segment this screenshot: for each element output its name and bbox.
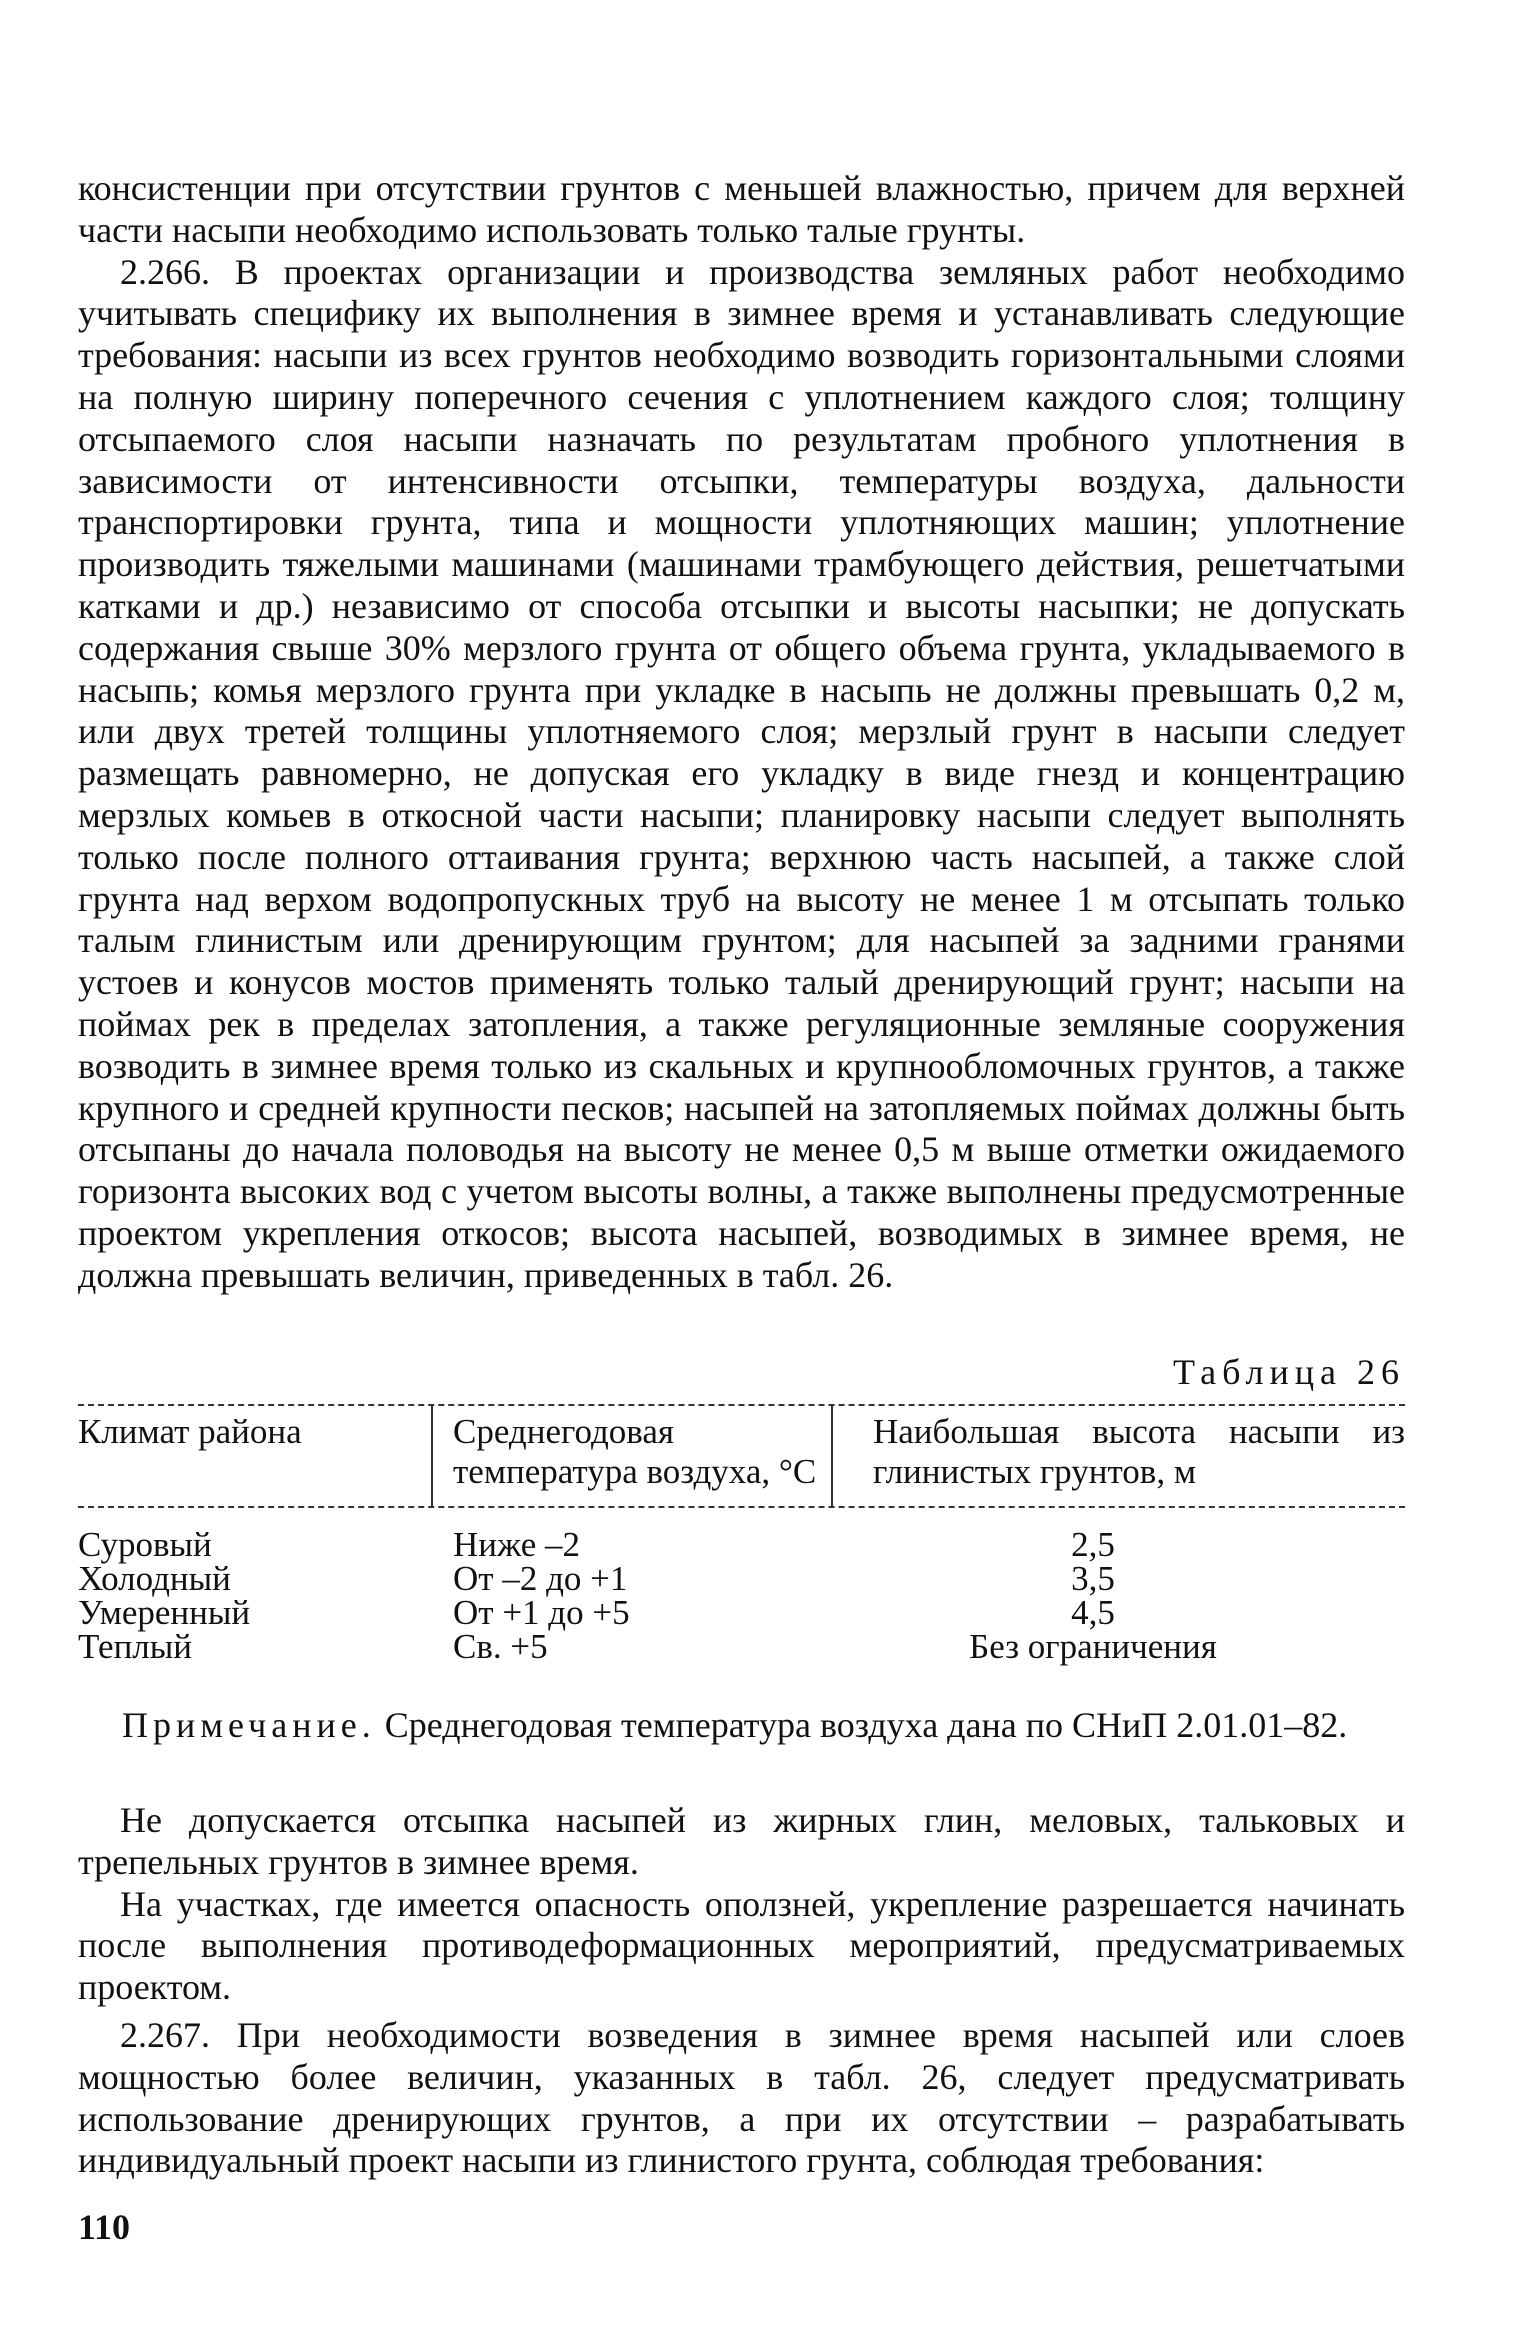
cell-height: 4,5 — [1071, 1593, 1115, 1632]
note-label: Примечание. — [122, 1705, 376, 1745]
cell-temperature: Ниже –2 — [453, 1525, 581, 1564]
header-height: Наибольшая высота насыпи из глинистых грунтов, м — [873, 1412, 1405, 1491]
table-row — [78, 1526, 1405, 1564]
cell-height: 3,5 — [1071, 1559, 1115, 1598]
paragraph-no-fat-clay: Не допускается отсыпка насыпей из жирных глин, меловых, тальковых и трепельных грунтов в зимнее время. — [78, 1800, 1405, 1882]
paragraph-2-267: 2.267. При необходимости возведения в зимнее время насыпей или слоев мощностью более величин, указанных в табл. 26, следует предусматривать использование дренирующих грунтов, а при их отсутствии – разрабатывать индивидуальный проект насыпи из глинистого грунта, соблюдая требования: — [78, 2014, 1405, 2181]
header-temperature: Среднегодовая температура воздуха, °С — [453, 1412, 817, 1491]
table-header-rule — [78, 1506, 1405, 1508]
cell-temperature: От +1 до +5 — [453, 1593, 630, 1632]
table-body — [78, 1526, 1405, 1696]
header-climate: Климат района — [78, 1412, 302, 1451]
top-text — [78, 168, 1405, 1297]
cell-height: Без ограничения — [969, 1627, 1217, 1666]
table-caption: Таблица 26 — [1173, 1352, 1405, 1392]
paragraph-landslides: На участках, где имеется опасность оползней, укрепление разрешается начинать после выполнения противодеформационных мероприятий, предусматриваемых проектом. — [78, 1883, 1405, 2008]
table-26 — [78, 1404, 1405, 1696]
table-row — [78, 1628, 1405, 1666]
bottom-text — [78, 1800, 1405, 2182]
header-divider-2 — [831, 1406, 833, 1506]
header-divider-1 — [431, 1406, 433, 1506]
cell-climate: Суровый — [78, 1525, 212, 1564]
paragraph-continuation: консистенции при отсутствии грунтов с меньшей влажностью, причем для верхней части насыпи необходимо использовать только талые грунты. — [78, 168, 1405, 250]
cell-temperature: От –2 до +1 — [453, 1559, 628, 1598]
cell-climate: Умеренный — [78, 1593, 251, 1632]
cell-climate: Теплый — [78, 1627, 193, 1666]
paragraph-2-266: 2.266. В проектах организации и производства земляных работ необходимо учитывать специфику их выполнения в зимнее время и устанавливать следующие требования: насыпи из всех грунтов необходимо возводить горизонтальными слоями на полную ширину поперечного сечения с уплотнением каждого слоя; толщину отсыпаемого слоя насыпи назначать по результатам пробного уплотнения в зависимости от интенсивности отсыпки, температуры воздуха, дальности транспортировки грунта, типа и мощности уплотняющих машин; уплотнение производить тяжелыми машинами (машинами трамбующего действия, решетчатыми катками и др.) независимо от способа отсыпки и высоты насыпки; не допускать содержания свыше 30% мерзлого грунта от общего объема грунта, укладываемого в насыпь; комья мерзлого грунта при укладке в насыпь не должны превышать 0,2 м, или двух третей толщины уплотняемого слоя; мерзлый грунт в насыпи следует размещать равномерно, не допуская его укладку в виде гнезд и концентрацию мерзлых комьев в откосной части насыпи; планировку насыпи следует выполнять только после полного оттаивания грунта; верхнюю часть насыпей, а также слой грунта над верхом водопропускных труб на высоту не менее 1 м отсыпать только талым глинистым или дренирующим грунтом; для насыпей за задними гранями устоев и конусов мостов применять только талый дренирующий грунт; насыпи на поймах рек в пределах затопления, а также регуляционные земляные сооружения возводить в зимнее время только из скальных и крупнообломочных грунтов, а также крупного и средней крупности песков; насыпей на затопляемых поймах должны быть отсыпаны до начала половодья на высоту не менее 0,5 м выше отметки ожидаемого горизонта высоких вод с учетом высоты волны, а также выполнены предусмотренные проектом укрепления откосов; высота насыпей, возводимых в зимнее время, не должна превышать величин, приведенных в табл. 26. — [78, 251, 1405, 1295]
page-number: 110 — [78, 2207, 131, 2247]
table-header — [78, 1406, 1405, 1506]
table-note — [122, 1705, 1405, 1747]
cell-temperature: Св. +5 — [453, 1627, 548, 1666]
note-text: Среднегодовая температура воздуха дана по СНиП 2.01.01–82. — [375, 1705, 1348, 1745]
table-row — [78, 1560, 1405, 1598]
cell-climate: Холодный — [78, 1559, 231, 1598]
cell-height: 2,5 — [1071, 1525, 1115, 1564]
